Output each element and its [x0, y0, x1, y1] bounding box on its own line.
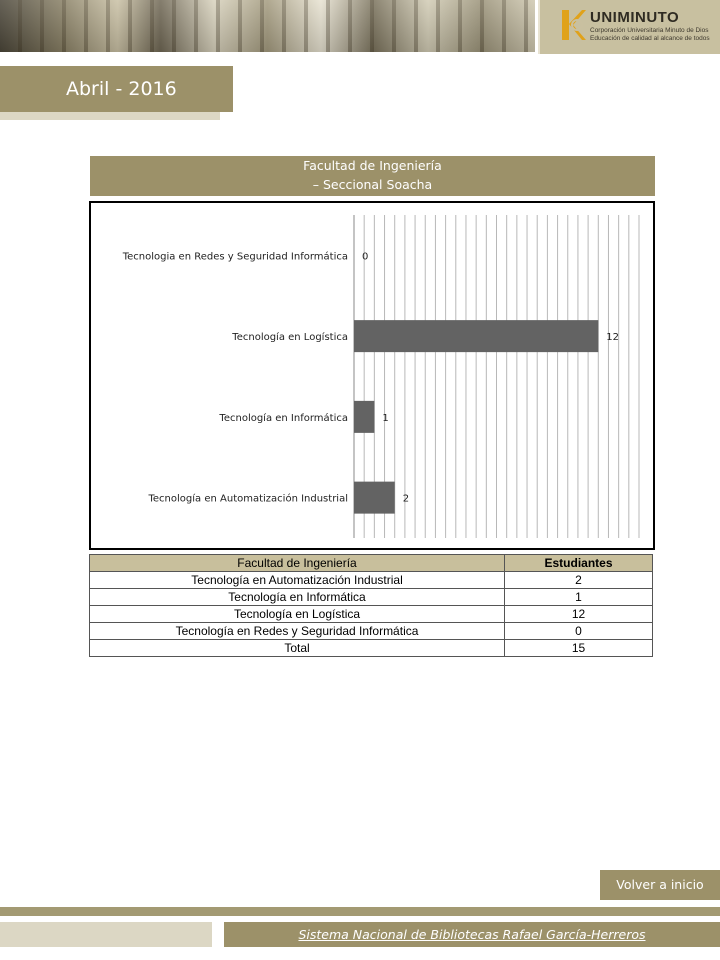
month-title: Abril - 2016	[66, 78, 177, 100]
category-label: Tecnología en Automatización Industrial	[148, 493, 348, 505]
footer-left-block	[0, 922, 212, 947]
table-header-row	[90, 555, 653, 572]
table-cell-count: 0	[505, 623, 653, 640]
table-header-faculty: Facultad de Ingeniería	[90, 555, 505, 572]
table-row	[90, 589, 653, 606]
uniminuto-logo	[538, 0, 720, 54]
table-cell-program: Tecnología en Logística	[90, 606, 505, 623]
table-total-row	[90, 640, 653, 657]
logo-emblem-icon	[560, 6, 586, 44]
table-row	[90, 623, 653, 640]
back-to-home-button[interactable]: Volver a inicio	[600, 870, 720, 900]
table-cell-program: Tecnología en Redes y Seguridad Informática	[90, 623, 505, 640]
chart-header	[90, 156, 655, 196]
table-header-students: Estudiantes	[505, 555, 653, 572]
logo-subtitle	[590, 27, 720, 42]
logo-subtitle-line1: Corporación Universitaria Minuto de Dios	[590, 27, 709, 34]
data-label: 2	[402, 493, 410, 505]
bar-3	[354, 482, 395, 514]
data-label: 0	[362, 251, 369, 263]
bar-chart-svg	[91, 203, 653, 548]
table-cell-total-label: Total	[90, 640, 505, 657]
chart-header-line1: Facultad de Ingeniería	[303, 158, 442, 173]
table-cell-total-value: 15	[505, 640, 653, 657]
bar-2	[354, 401, 374, 433]
chart-header-line2: – Seccional Soacha	[312, 177, 433, 192]
footer-library-link[interactable]: Sistema Nacional de Bibliotecas Rafael García-Herreros	[224, 922, 720, 947]
table-cell-count: 1	[505, 589, 653, 606]
table-cell-program: Tecnología en Informática	[90, 589, 505, 606]
data-label: 12	[606, 332, 620, 344]
bar-chart	[89, 201, 655, 550]
category-label: Tecnología en Logística	[232, 332, 348, 344]
table-cell-count: 2	[505, 572, 653, 589]
students-table	[89, 554, 653, 657]
category-label: Tecnología en Informática	[219, 412, 348, 424]
table-cell-program: Tecnología en Automatización Industrial	[90, 572, 505, 589]
logo-name: UNIMINUTO	[590, 9, 680, 26]
data-label: 1	[382, 412, 389, 424]
header-banner-photo	[0, 0, 535, 52]
footer-divider	[0, 907, 720, 916]
table-cell-count: 12	[505, 606, 653, 623]
table-row	[90, 606, 653, 623]
bar-1	[354, 320, 598, 352]
category-label: Tecnologia en Redes y Seguridad Informática	[122, 251, 348, 263]
logo-subtitle-line2: Educación de calidad al alcance de todos	[590, 34, 710, 42]
table-row	[90, 572, 653, 589]
